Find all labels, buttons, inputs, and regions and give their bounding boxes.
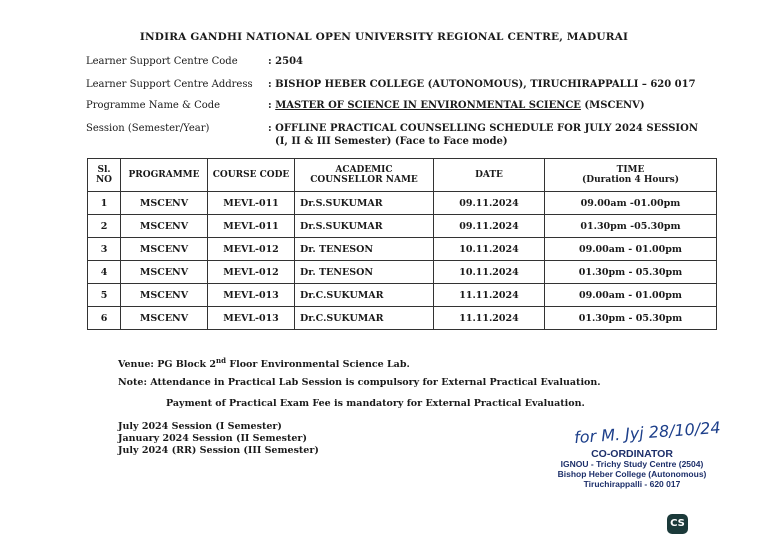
cell-course-code: MEVL-011 — [208, 192, 295, 215]
venue-text-pre: Venue: PG Block 2 — [118, 359, 217, 371]
cell-programme: MSCENV — [121, 284, 208, 307]
cell-date: 09.11.2024 — [434, 215, 545, 238]
table-row — [88, 261, 717, 284]
stamp-line-3: Bishop Heber College (Autonomous) — [557, 469, 707, 479]
header-time-duration: (Duration 4 Hours) — [582, 175, 679, 185]
cell-programme: MSCENV — [121, 192, 208, 215]
cell-date: 09.11.2024 — [434, 192, 545, 215]
header-sl-no: Sl. NO — [88, 159, 121, 192]
venue-note — [118, 356, 410, 370]
cell-counsellor: Dr.C.SUKUMAR — [295, 284, 434, 307]
centre-address-value: : BISHOP HEBER COLLEGE (AUTONOMOUS), TIRUCHIRAPPALLI – 620 017 — [268, 79, 696, 90]
payment-note: Payment of Practical Exam Fee is mandatory for External Practical Evaluation. — [166, 398, 585, 409]
cell-counsellor: Dr. TENESON — [295, 261, 434, 284]
programme-label: Programme Name & Code — [86, 100, 221, 111]
cell-programme: MSCENV — [121, 261, 208, 284]
cell-sl: 2 — [88, 215, 121, 238]
centre-code-value: : 2504 — [268, 56, 304, 67]
cell-counsellor: Dr.S.SUKUMAR — [295, 192, 434, 215]
cell-time: 09.00am - 01.00pm — [545, 284, 717, 307]
schedule-table — [87, 158, 717, 330]
cell-sl: 1 — [88, 192, 121, 215]
cell-sl: 5 — [88, 284, 121, 307]
cell-time: 01.30pm - 05.30pm — [545, 261, 717, 284]
session-value-line2: (I, II & III Semester) (Face to Face mode) — [275, 136, 508, 147]
camscanner-icon: CS — [667, 514, 688, 534]
cell-course-code: MEVL-013 — [208, 284, 295, 307]
table-row — [88, 238, 717, 261]
cell-sl: 6 — [88, 307, 121, 330]
table-row — [88, 307, 717, 330]
programme-code: (MSCENV) — [580, 100, 645, 111]
cell-sl: 3 — [88, 238, 121, 261]
cell-date: 10.11.2024 — [434, 238, 545, 261]
session-value — [268, 123, 698, 147]
session-item: July 2024 Session (I Semester) — [118, 421, 282, 432]
cell-time: 09.00am - 01.00pm — [545, 238, 717, 261]
header-time — [545, 159, 717, 192]
centre-address-label: Learner Support Centre Address — [86, 79, 253, 90]
header-programme: PROGRAMME — [121, 159, 208, 192]
stamp-line-4: Tiruchirappalli - 620 017 — [583, 479, 681, 489]
table-header-row — [88, 159, 717, 192]
session-value-line1: : OFFLINE PRACTICAL COUNSELLING SCHEDULE FOR JULY 2024 SESSION — [268, 123, 698, 134]
cell-time: 09.00am -01.00pm — [545, 192, 717, 215]
venue-text-post: Floor Environmental Science Lab. — [226, 359, 410, 371]
document-title: INDIRA GANDHI NATIONAL OPEN UNIVERSITY REGIONAL CENTRE, MADURAI — [139, 31, 629, 43]
handwritten-signature: for M. Jyj 28/10/24 — [573, 417, 722, 448]
cell-date: 11.11.2024 — [434, 307, 545, 330]
stamp-line-2: IGNOU - Trichy Study Centre (2504) — [560, 459, 704, 469]
cell-time: 01.30pm -05.30pm — [545, 215, 717, 238]
programme-value — [268, 100, 645, 111]
centre-code-label: Learner Support Centre Code — [86, 56, 238, 67]
table-row — [88, 192, 717, 215]
table-row — [88, 215, 717, 238]
sessions-list — [118, 421, 319, 457]
programme-name: MASTER OF SCIENCE IN ENVIRONMENTAL SCIENCE — [275, 100, 581, 111]
cell-programme: MSCENV — [121, 238, 208, 261]
session-label: Session (Semester/Year) — [86, 123, 210, 134]
session-item: January 2024 Session (II Semester) — [118, 433, 307, 444]
attendance-note: Note: Attendance in Practical Lab Session is compulsory for External Practical Evaluation. — [118, 377, 601, 388]
session-item: July 2024 (RR) Session (III Semester) — [118, 445, 319, 456]
programme-prefix: : — [268, 100, 276, 111]
cell-time: 01.30pm - 05.30pm — [545, 307, 717, 330]
cell-programme: MSCENV — [121, 307, 208, 330]
table-row — [88, 284, 717, 307]
cell-course-code: MEVL-012 — [208, 238, 295, 261]
header-date: DATE — [434, 159, 545, 192]
venue-text-sup: nd — [216, 356, 227, 365]
cell-counsellor: Dr.C.SUKUMAR — [295, 307, 434, 330]
cell-counsellor: Dr. TENESON — [295, 238, 434, 261]
cell-counsellor: Dr.S.SUKUMAR — [295, 215, 434, 238]
cell-sl: 4 — [88, 261, 121, 284]
cell-programme: MSCENV — [121, 215, 208, 238]
coordinator-stamp — [552, 449, 712, 489]
cell-course-code: MEVL-013 — [208, 307, 295, 330]
cell-date: 11.11.2024 — [434, 284, 545, 307]
header-time-label: TIME — [616, 165, 645, 175]
cell-date: 10.11.2024 — [434, 261, 545, 284]
stamp-line-1: CO-ORDINATOR — [591, 448, 673, 460]
cell-course-code: MEVL-011 — [208, 215, 295, 238]
header-counsellor: ACADEMIC COUNSELLOR NAME — [295, 159, 434, 192]
header-course-code: COURSE CODE — [208, 159, 295, 192]
cell-course-code: MEVL-012 — [208, 261, 295, 284]
